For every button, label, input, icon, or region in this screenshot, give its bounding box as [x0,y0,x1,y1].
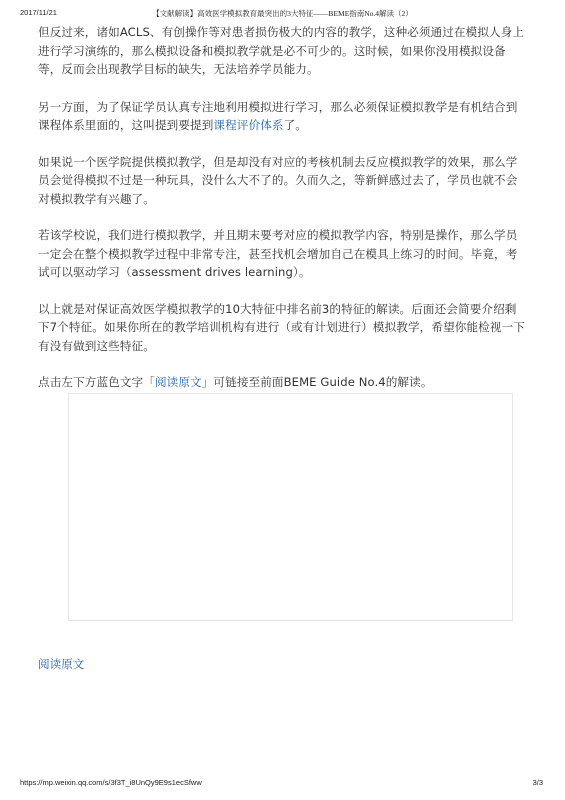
read-original-link[interactable]: 阅读原文 [38,657,85,671]
page-url: https://mp.weixin.qq.com/s/3f3T_i8UnQy9E9s1ecSfww [20,778,202,787]
paragraph-2 [38,98,528,135]
article-body [38,23,528,410]
article-title: 【文献解读】高效医学模拟教育最突出的3大特征——BEME指南No.4解读（2） [152,9,413,18]
paragraph-5: 以上就是对保证高效医学模拟教学的10大特征中排名前3的特征的解读。后面还会简要介绍剩下7个特征。如果你所在的教学培训机构有进行（或有计划进行）模拟教学，希望你能检视一下有没有做到这些特征。 [38,301,525,353]
page-number: 3/3 [532,778,543,787]
paragraph-1: 但反过来，诸如ACLS、有创操作等对患者损伤极大的内容的教学，这种必须通过在模拟人身上进行学习演练的，那么模拟设备和模拟教学就是必不可少的。这时候，如果你没用模拟设备等，反而会出现教学目标的缺失，无法培养学员能力。 [38,25,525,76]
read-original-inline-link[interactable]: 阅读原文 [154,375,202,389]
paragraph-3: 如果说一个医学院提供模拟教学，但是却没有对应的考核机制去反应模拟教学的效果，那么学员会觉得模拟不过是一种玩具，没什么大不了的。久而久之，等新鲜感过去了，学员也就不会对模拟教学有兴趣了。 [38,154,518,206]
paragraph-6-end: 」可链接至前面BEME Guide No.4的解读。 [201,375,433,389]
paragraph-4: 若该学校说，我们进行模拟教学，并且期末要考对应的模拟教学内容，特别是操作，那么学员一定会在整个模拟教学过程中非常专注，甚至找机会增加自己在模具上练习的时间。毕竟，考试可以驱动学习（assessment drives learning）。 [38,228,518,279]
paragraph-2-end: 了。 [283,118,307,132]
paragraph-6-text: 点击左下方蓝色文字「 [38,375,155,389]
curriculum-evaluation-link[interactable]: 课程评价体系 [213,118,284,132]
paragraph-2-text: 另一方面，为了保证学员认真专注地利用模拟进行学习，那么必须保证模拟教学是有机结合到课程体系里面的，这叫提到要提到 [38,99,518,132]
paragraph-6 [38,373,528,392]
print-date: 2017/11/21 [20,8,57,17]
print-footer [0,778,565,790]
print-header [0,6,565,20]
image-placeholder [68,393,513,621]
